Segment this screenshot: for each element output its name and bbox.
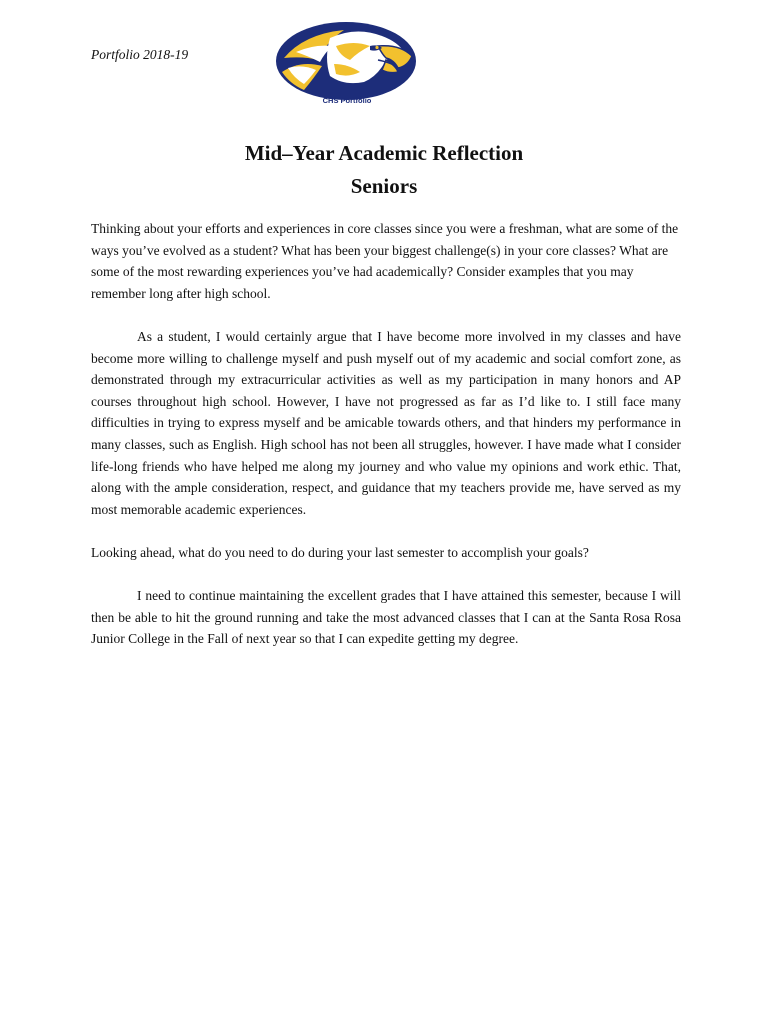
document-body [91,218,681,671]
response-paragraph-1: As a student, I would certainly argue that I have become more involved in my classes and have become more willing to challenge myself and push myself out of my academic and social comfort zone, as demonstrated through my extracurricular activities as well as my participation in many honors and AP courses throughout high school. However, I have not progressed as far as I’d like to. I still face many difficulties in trying to express myself and be amicable towards others, and that hinders my performance in many classes, such as English. High school has not been all struggles, however. I have made what I consider life-long friends who have helped me along my journey and who value my opinions and work ethic. That, along with the ample consideration, respect, and guidance that my teachers provide me, have served as my most memorable academic experiences. [91,328,681,517]
title-line-1: Mid–Year Academic Reflection [244,141,524,165]
prompt-paragraph-2: Looking ahead, what do you need to do during your last semester to accomplish your goals? [91,544,589,560]
prompt-paragraph-1: Thinking about your efforts and experiences in core classes since you were a freshman, what are some of the ways you’ve evolved as a student? What has been your biggest challenge(s) in your core classes? What are some of the most rewarding experiences you’ve had academically? Consider examples that you may remember long after high school. [91,221,679,301]
portfolio-label: Portfolio 2018-19 [91,47,189,62]
page-title [0,137,768,203]
response-paragraph-2: I need to continue maintaining the excellent grades that I have attained this semester, because I will then be able to hit the ground running and take the most advanced classes that I can at the Santa Rosa Rosa Junior College in the Fall of next year so that I can expedite getting my degree. [91,588,681,647]
logo-caption: CHS Portfolio [322,96,372,105]
title-line-2: Seniors [350,174,418,198]
